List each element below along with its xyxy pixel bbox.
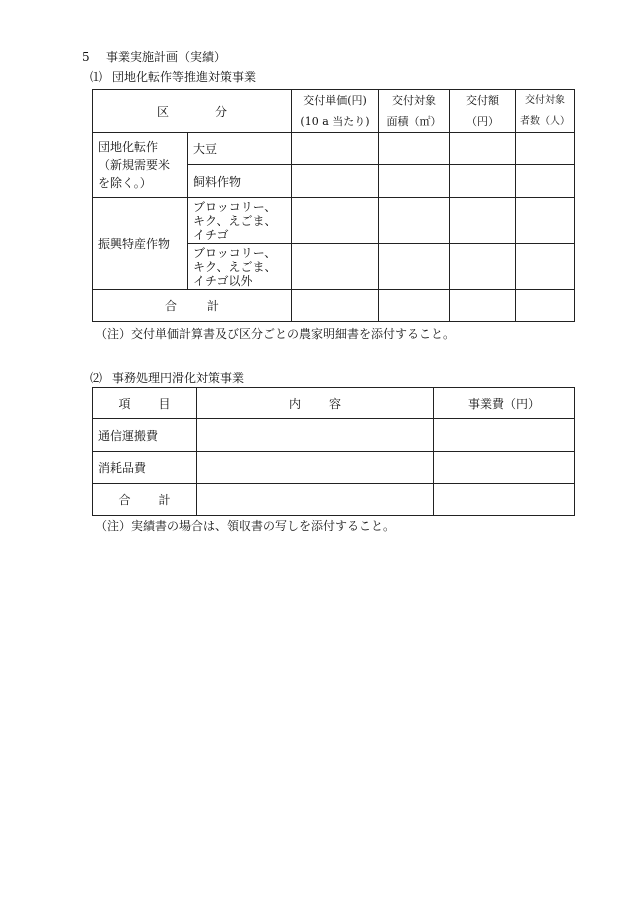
area-cell bbox=[379, 244, 450, 290]
group2-item-line: キク、えごま、 bbox=[193, 213, 277, 228]
admin-cost-row bbox=[93, 419, 575, 452]
persons-cell bbox=[516, 165, 575, 198]
group2-item-line: イチゴ以外 bbox=[193, 273, 253, 288]
area-cell bbox=[379, 133, 450, 165]
persons-total-cell bbox=[516, 290, 575, 322]
subsection-2-heading bbox=[90, 369, 244, 386]
grant-table-row bbox=[93, 133, 575, 165]
area-header-line2: 面積（㎡） bbox=[386, 115, 442, 128]
unit-price-header bbox=[292, 90, 379, 133]
admin-cost-row bbox=[93, 452, 575, 484]
content-cell bbox=[197, 419, 434, 452]
amount-total-cell bbox=[450, 290, 516, 322]
subsection-1-number: ⑴ bbox=[90, 70, 103, 84]
grant-table bbox=[92, 89, 575, 322]
admin-total-label bbox=[93, 484, 197, 516]
total-label bbox=[93, 290, 292, 322]
group2-item bbox=[188, 198, 292, 244]
grant-table-total-row bbox=[93, 290, 575, 322]
persons-header-line2: 者数（人） bbox=[520, 116, 570, 127]
content-cell bbox=[197, 452, 434, 484]
persons-header-line1: 交付対象 bbox=[525, 95, 565, 106]
subsection-2-number: ⑵ bbox=[90, 371, 103, 385]
cost-header: 事業費（円） bbox=[434, 388, 575, 419]
persons-cell bbox=[516, 198, 575, 244]
subsection-2-title: 事務処理円滑化対策事業 bbox=[112, 371, 245, 385]
category-header-b: 分 bbox=[215, 104, 228, 119]
persons-cell bbox=[516, 244, 575, 290]
unit-price-cell bbox=[292, 198, 379, 244]
section-number: 5 bbox=[82, 50, 90, 64]
content-header-b: 容 bbox=[329, 396, 342, 411]
group1-label-line: （新規需要米 bbox=[98, 158, 171, 172]
amount-cell bbox=[450, 198, 516, 244]
section-heading bbox=[82, 48, 226, 65]
group2-item-line: ブロッコリー、 bbox=[193, 199, 277, 214]
group2-label: 振興特産作物 bbox=[93, 198, 188, 290]
admin-total-label-b: 計 bbox=[158, 493, 171, 507]
section-title: 事業実施計画（実績） bbox=[106, 50, 227, 64]
amount-cell bbox=[450, 244, 516, 290]
admin-cost-item: 消耗品費 bbox=[93, 452, 197, 484]
persons-header bbox=[516, 90, 575, 133]
unit-price-header-line1: 交付単価(円) bbox=[303, 94, 367, 107]
item-header-a: 項 bbox=[118, 396, 131, 411]
group2-item-line: キク、えごま、 bbox=[193, 259, 277, 274]
item-header bbox=[93, 388, 197, 419]
grant-table-row bbox=[93, 198, 575, 244]
admin-cost-total-row bbox=[93, 484, 575, 516]
grant-table-header-row bbox=[93, 90, 575, 133]
cost-cell bbox=[434, 452, 575, 484]
amount-header-line1: 交付額 bbox=[466, 94, 499, 107]
group1-item: 大豆 bbox=[188, 133, 292, 165]
subsection-1-title: 団地化転作等推進対策事業 bbox=[112, 70, 257, 84]
area-header bbox=[379, 90, 450, 133]
unit-price-cell bbox=[292, 244, 379, 290]
total-label-b: 計 bbox=[207, 299, 220, 313]
category-header bbox=[93, 90, 292, 133]
subsection-1-heading bbox=[90, 68, 256, 85]
area-header-line1: 交付対象 bbox=[392, 94, 436, 107]
total-label-a: 合 bbox=[164, 299, 177, 313]
amount-cell bbox=[450, 133, 516, 165]
cost-cell bbox=[434, 419, 575, 452]
admin-cost-note: （注）実績書の場合は、領収書の写しを添付すること。 bbox=[95, 519, 396, 533]
group1-item: 飼料作物 bbox=[188, 165, 292, 198]
group2-item bbox=[188, 244, 292, 290]
content-total-cell bbox=[197, 484, 434, 516]
area-cell bbox=[379, 198, 450, 244]
cost-total-cell bbox=[434, 484, 575, 516]
amount-header bbox=[450, 90, 516, 133]
admin-cost-item: 通信運搬費 bbox=[93, 419, 197, 452]
group1-label-line: 団地化転作 bbox=[98, 140, 159, 154]
amount-header-line2: （円） bbox=[466, 115, 499, 128]
area-total-cell bbox=[379, 290, 450, 322]
persons-cell bbox=[516, 133, 575, 165]
unit-price-header-line2: (10 a 当たり) bbox=[300, 115, 370, 128]
unit-price-total-cell bbox=[292, 290, 379, 322]
grant-table-note: （注）交付単価計算書及び区分ごとの農家明細書を添付すること。 bbox=[95, 327, 456, 341]
admin-cost-table bbox=[92, 387, 575, 516]
content-header bbox=[197, 388, 434, 419]
admin-cost-header-row bbox=[93, 388, 575, 419]
content-header-a: 内 bbox=[288, 396, 301, 411]
group1-label bbox=[93, 133, 188, 198]
item-header-b: 目 bbox=[158, 396, 171, 411]
group2-item-line: イチゴ bbox=[193, 227, 229, 242]
group2-item-line: ブロッコリー、 bbox=[193, 245, 277, 260]
admin-total-label-a: 合 bbox=[118, 493, 131, 507]
amount-cell bbox=[450, 165, 516, 198]
unit-price-cell bbox=[292, 165, 379, 198]
category-header-a: 区 bbox=[156, 104, 169, 119]
unit-price-cell bbox=[292, 133, 379, 165]
area-cell bbox=[379, 165, 450, 198]
group1-label-line: を除く。） bbox=[98, 176, 152, 190]
